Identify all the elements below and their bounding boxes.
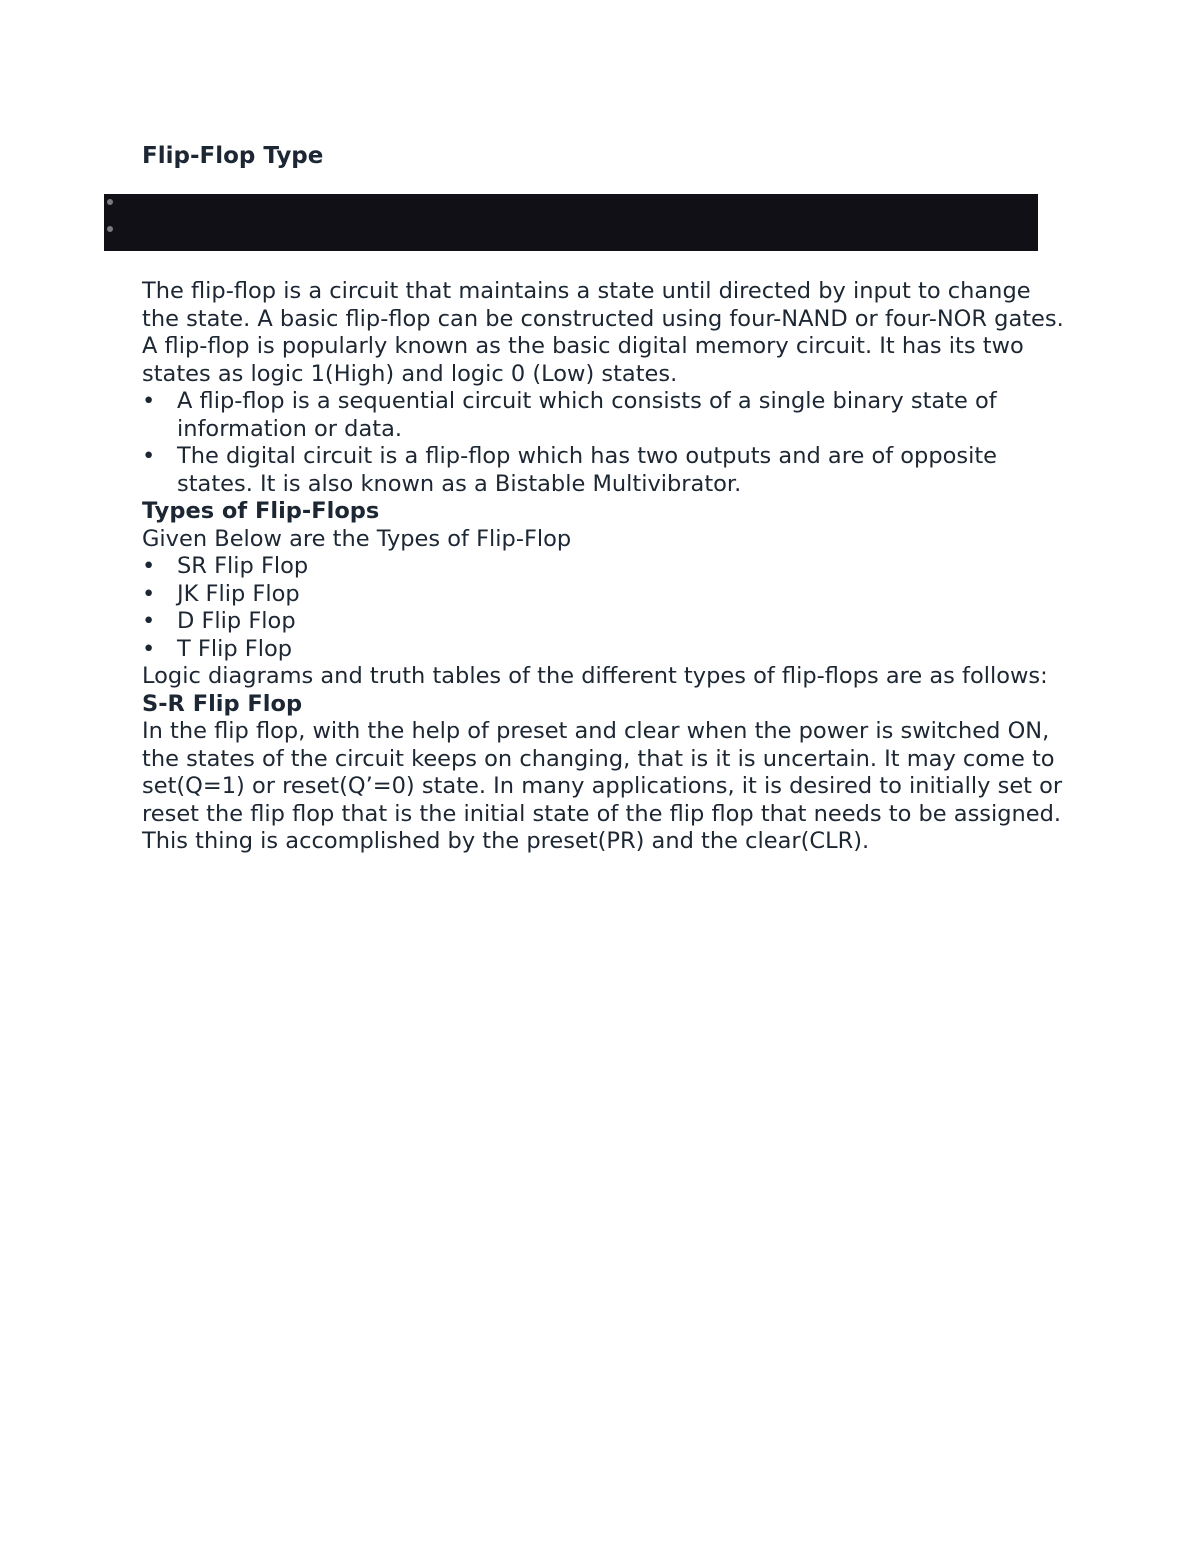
types-heading: Types of Flip-Flops	[142, 498, 380, 524]
bullet-icon: •	[142, 580, 156, 607]
list-item	[142, 388, 1072, 443]
list-item	[142, 608, 1072, 636]
sr-paragraph: In the flip flop, with the help of preset and clear when the power is switched ON, the states of the circuit keeps on changing, that is it is uncertain. It may come to set(Q=1) or reset(Q’=0) state. In many applications, it is desired to initially set or reset the flip flop that is the initial state of the flip flop that needs to be assigned. This thing is accomplished by the preset(PR) and the clear(CLR).	[142, 718, 1063, 854]
list-item	[142, 553, 1072, 581]
intro-bullet-list	[142, 388, 1072, 498]
list-item-text: D Flip Flop	[177, 608, 296, 634]
list-item	[142, 636, 1072, 664]
document-body	[142, 278, 1072, 856]
logic-paragraph: Logic diagrams and truth tables of the different types of flip-flops are as follows:	[142, 663, 1048, 689]
banner-bullet-icon	[107, 226, 113, 232]
bullet-icon: •	[142, 635, 156, 662]
types-intro: Given Below are the Types of Flip-Flop	[142, 525, 572, 552]
list-item-text: The digital circuit is a flip-flop which has two outputs and are of opposite states. It is also known as a Bistable Multivibrator.	[177, 443, 998, 497]
list-item	[142, 443, 1072, 498]
intro-paragraph: The flip-flop is a circuit that maintains a state until directed by input to change the state. A basic flip-flop can be constructed using four-NAND or four-NOR gates. A flip-flop is popularly known as the basic digital memory circuit. It has its two states as logic 1(High) and logic 0 (Low) states.	[142, 278, 1064, 387]
list-item-text: A flip-flop is a sequential circuit which consists of a single binary state of information or data.	[177, 388, 997, 442]
sr-heading: S-R Flip Flop	[142, 690, 303, 717]
bullet-icon: •	[142, 443, 156, 469]
bullet-icon: •	[142, 608, 156, 634]
dark-banner	[104, 194, 1038, 251]
types-bullet-list	[142, 553, 1072, 663]
banner-bullet-icon	[107, 199, 113, 205]
bullet-icon: •	[142, 388, 156, 414]
list-item-text: SR Flip Flop	[177, 553, 309, 579]
list-item-text: T Flip Flop	[177, 635, 293, 662]
bullet-icon: •	[142, 553, 156, 579]
document-title: Flip-Flop Type	[142, 143, 324, 169]
list-item	[142, 581, 1072, 609]
list-item-text: JK Flip Flop	[177, 580, 300, 607]
